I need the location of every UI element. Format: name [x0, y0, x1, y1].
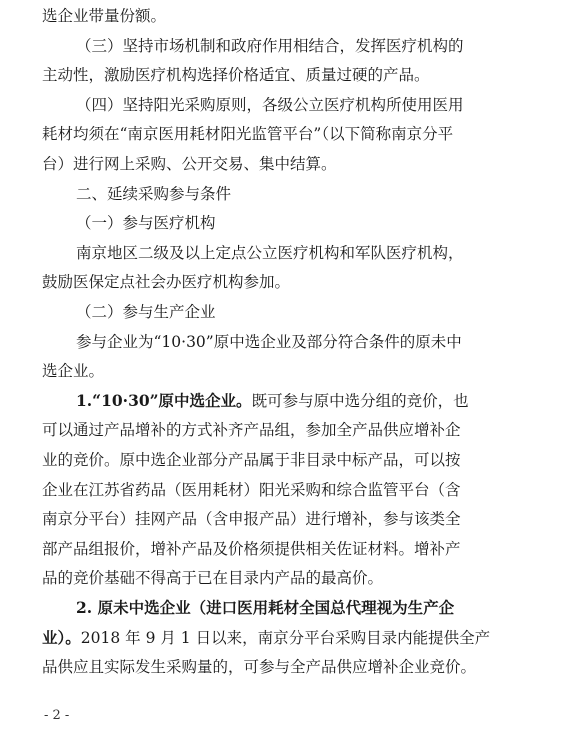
text-line: 品的竞价基础不得高于已在目录内产品的最高价。 [42, 569, 384, 588]
text-line: （三）坚持市场机制和政府作用相结合，发挥医疗机构的 [76, 36, 464, 55]
text-line: 南京地区二级及以上定点公立医疗机构和军队医疗机构， [76, 243, 464, 262]
section-heading: 二、延续采购参与条件 [76, 184, 232, 203]
text-line: 主动性，激励医疗机构选择价格适宜、质量过硬的产品。 [42, 66, 430, 85]
text-line: 选企业。 [42, 362, 105, 381]
text-line: 业）。2018 年 9 月 1 日以来，南京分平台采购目录内能提供全产 [42, 627, 491, 647]
text-line: 企业在江苏省药品（医用耗材）阳光采购和综合监管平台（含 [42, 480, 461, 499]
subsection-heading: （二）参与生产企业 [76, 303, 216, 321]
subsection-heading: （一）参与医疗机构 [76, 214, 216, 233]
text-line: 1.“10·30”原中选企业。既可参与原中选分组的竞价，也 [76, 390, 469, 410]
text-line: 业的竞价。原中选企业部分产品属于非目录中标产品，可以按 [42, 451, 461, 469]
text-line: 选企业带量份额。 [42, 7, 167, 25]
text-line: 台）进行网上采购、公开交易、集中结算。 [42, 155, 337, 173]
text-line: 耗材均须在“南京医用耗材阳光监管平台”（以下简称南京分平 [42, 125, 454, 144]
bold-lead-text: 1.“10·30”原中选企业。 [76, 390, 252, 410]
text-line: 鼓励医保定点社会办医疗机构参加。 [42, 273, 291, 292]
text-line: 参与企业为“10·30”原中选企业及部分符合条件的原未中 [76, 332, 462, 351]
text-line: 品供应且实际发生采购量的，可参与全产品供应增补企业竞价。 [42, 658, 477, 677]
bold-lead-text: 业）。 [42, 627, 81, 647]
page-number: - 2 - [44, 708, 70, 723]
text-line: （四）坚持阳光采购原则，各级公立医疗机构所使用医用 [76, 95, 464, 114]
text-line: 南京分平台）挂网产品（含申报产品）进行增补，参与该类全 [42, 510, 461, 529]
text-line: 可以通过产品增补的方式补齐产品组，参加全产品供应增补企 [42, 421, 461, 440]
text-line: 部产品组报价，增补产品及价格须提供相关佐证材料。增补产 [42, 539, 461, 558]
bold-lead-text: 2. 原未中选企业（进口医用耗材全国总代理视为生产企 [76, 598, 455, 617]
text-line [76, 598, 566, 618]
